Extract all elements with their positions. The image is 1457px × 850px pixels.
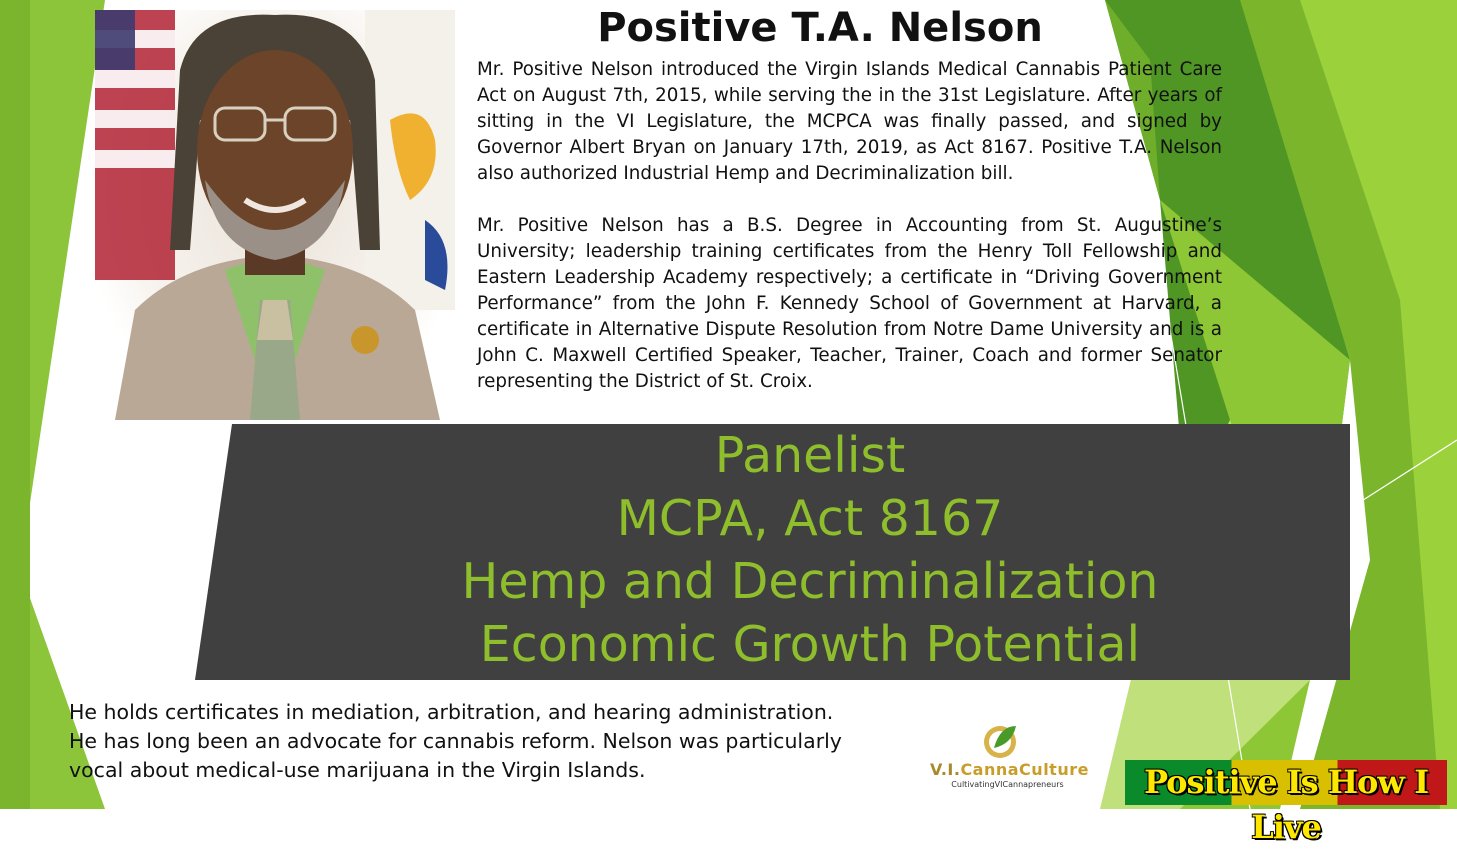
- logo-wordmark: V.I.CannaCulture: [930, 760, 1089, 779]
- footer-line: vocal about medical-use marijuana in the Virgin Islands.: [69, 758, 646, 782]
- footer-line: He holds certificates in mediation, arbitration, and hearing administration.: [69, 700, 834, 724]
- leaf-icon: [930, 722, 1085, 762]
- banner-line: Economic Growth Potential: [479, 616, 1141, 673]
- bio-paragraph: Mr. Positive Nelson has a B.S. Degree in Accounting from St. Augustine’s University; leadership training certificates from the Henry Toll Fellowship and Eastern Leadership Academy respectively; a certificate in “Driving Government Performance” from the John F. Kennedy School of Government at Harvard, a certificate in Alternative Dispute Resolution from Notre Dame University and is a John C. Maxwell Certified Speaker, Teacher, Trainer, Coach and former Senator representing the District of St. Croix.: [477, 215, 1222, 392]
- tagline: Positive Is How I Live: [1125, 760, 1447, 805]
- portrait-photo: [95, 10, 455, 420]
- logo-subtitle: CultivatingVICannapreneurs: [951, 780, 1064, 789]
- page-title: Positive T.A. Nelson: [597, 5, 1043, 51]
- bio-text: [477, 57, 1222, 395]
- banner-line: Hemp and Decriminalization: [461, 553, 1159, 610]
- banner-line: Panelist: [714, 427, 906, 484]
- banner-line: MCPA, Act 8167: [616, 490, 1004, 547]
- bio-paragraph: Mr. Positive Nelson introduced the Virgin Islands Medical Cannabis Patient Care Act on August 7th, 2015, while serving the in the 31st Legislature. After years of sitting in the VI Legislature, the MCPCA was finally passed, and signed by Governor Albert Bryan on January 17th, 2019, as Act 8167. Positive T.A. Nelson also authorized Industrial Hemp and Decriminalization bill.: [477, 59, 1222, 184]
- footer-text: [69, 698, 929, 785]
- footer-line: He has long been an advocate for cannabis reform. Nelson was particularly: [69, 729, 842, 753]
- banner-text: [195, 424, 1425, 676]
- canna-culture-logo: [930, 722, 1089, 797]
